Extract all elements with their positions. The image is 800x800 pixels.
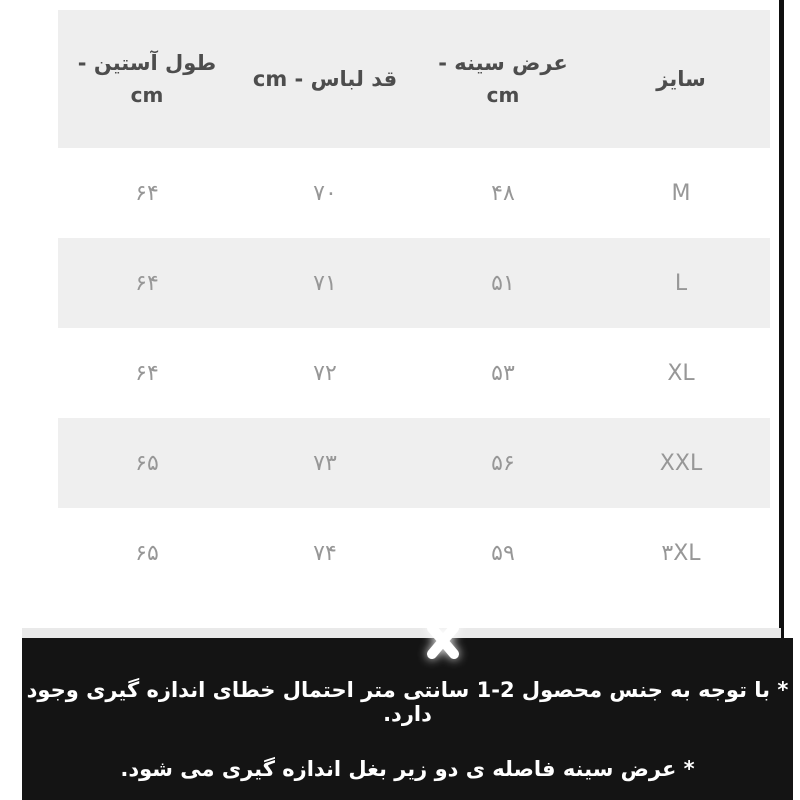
cell-size: L [592,238,770,328]
cell-sleeve: ۶۵ [58,418,236,508]
cell-chest: ۵۳ [491,360,515,386]
size-chart-table [58,10,770,598]
col-header-sleeve-label: طول آستین - [77,51,217,76]
size-row-xxl [58,418,770,508]
cell-chest: ۵۹ [491,540,515,566]
cell-size: XXL [592,418,770,508]
cell-sleeve: ۶۵ [135,540,159,566]
close-x-icon [419,617,467,665]
note-measurement-tolerance: * با توجه به جنس محصول 2-1 سانتی متر احتمال خطای اندازه گیری وجود دارد. [26,678,789,726]
col-header-sleeve-unit: cm [130,82,164,107]
size-row-l [58,238,770,328]
cell-size: M [671,180,691,206]
right-edge-divider [779,0,784,640]
notes-panel [22,638,793,800]
cell-length: ۷۴ [313,540,337,566]
col-header-sleeve-length [58,10,236,148]
size-table-header-row [58,10,770,148]
close-button[interactable] [419,617,467,665]
col-header-chest-width [414,10,592,148]
col-header-size [592,10,770,148]
cell-chest: ۴۸ [491,180,515,206]
size-row-xl [58,328,770,418]
size-table [58,10,770,598]
col-header-length-label: قد لباس - cm [252,66,398,91]
col-header-chest-unit: cm [486,82,520,107]
col-header-garment-length [236,10,414,148]
col-header-chest-label: عرض سینه - [438,51,568,76]
sheet-top-strip [22,628,781,638]
cell-sleeve: ۶۴ [58,238,236,328]
cell-length: ۷۰ [313,180,337,206]
size-row-3xl [58,508,770,598]
cell-length: ۷۱ [236,238,414,328]
cell-sleeve: ۶۴ [135,180,159,206]
cell-size: XL [667,360,695,386]
note-chest-measurement-method: * عرض سینه فاصله ی دو زیر بغل اندازه گیری می شود. [120,757,695,781]
cell-chest: ۵۱ [414,238,592,328]
size-row-m [58,148,770,238]
cell-length: ۷۲ [313,360,337,386]
cell-length: ۷۳ [236,418,414,508]
cell-sleeve: ۶۴ [135,360,159,386]
cell-size: ۳XL [661,540,701,566]
col-header-size-label: سایز [656,66,706,91]
cell-chest: ۵۶ [414,418,592,508]
